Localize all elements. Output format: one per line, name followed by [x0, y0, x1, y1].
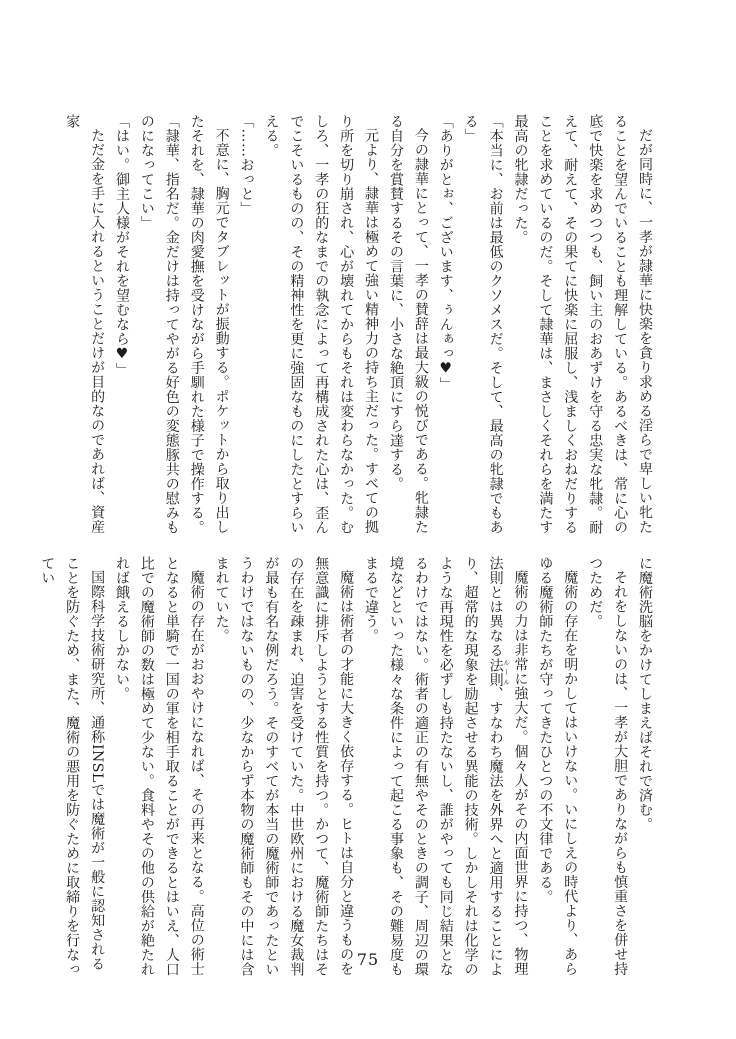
dialogue-line: 「はい。御主人様がそれを望むなら♥」	[113, 114, 130, 377]
paragraph: 魔術は術者の才能に大きく依存する。ヒトは自分と違うものを無意識に排斥しようとする性質を持つ。かつて、魔術師たちはその存在を疎まれ、迫害を受けていた。中世欧州における魔女裁判が最も有名な例だろう。そのすべてが本当の魔術師であったというわけではないものの、少なからず本物の魔術師もその中には含まれていた。	[213, 556, 355, 977]
paragraph: 元より、隷華は極めて強い精神力の持ち主だった。すべての拠り所を切り崩され、心が壊れてからもそれは変わらなかった。むしろ、一孝の狂的なまでの執念によって再構成された心は、歪んでこそいるものの、その精神性を更に強固なものにしたとすらいえる。	[263, 114, 380, 535]
dialogue-line: 「本当に、お前は最低のクソメスだ。そして、最高の牝隷でもある」	[462, 114, 504, 535]
paragraph: 国際科学技術研究所、通称INSLでは魔術が一般に認知されることを防ぐため、また、魔術の悪用を防ぐために取締りを行なってい	[39, 556, 106, 977]
paragraph: それをしないのは、一孝が大胆でありながらも慎重さを併せ持つためだ。	[587, 556, 629, 976]
paragraph: ただ金を手に入れるということだけが目的なのであれば、資産家	[64, 114, 106, 534]
paragraph: 魔術の存在を明かしてはいけない。いにしえの時代より、あらゆる魔術師たちが守ってきたひとつの不文律である。	[537, 556, 579, 976]
dialogue-line: 「隷華、指名だ。金だけは持ってやがる好色の変態豚共の慰みものになってこい」	[138, 114, 180, 535]
text-block-top	[59, 114, 657, 538]
dialogue-line: 「……おっと」	[238, 114, 255, 216]
ruby-post-text: 、すなわち魔法を外界へと適用することにより、超常的な現象を励起させる異能の技術。しかしそれは化学のような再現性を必ずしも持たないし、誰がやっても同じ結果となるわけではない。術者の適正の有無やそのときの調子、周辺の環境などといった様々な条件によって起こる事象も、その難易度もまるで違う。	[363, 556, 504, 977]
ruby-base: 法則	[487, 657, 504, 687]
paragraph: だが同時に、一孝が隷華に快楽を貪り求める淫らで卑しい牝たることを望んでいることも理解している。あるべきは、常に心の底で快楽を求めつつも、飼い主のおあずけを守る忠実な牝隷。耐えて、耐えて、その果てに快楽に屈服し、浅ましくおねだりすることを求めているのだ。そして隷華は、まさしくそれらを満たす最高の牝隷だった。	[512, 114, 653, 535]
paragraph: 不意に、胸元でタブレットが振動する。ポケットから取り出したそれを、隷華の肉愛撫を受けながら手馴れた様子で操作する。	[188, 114, 230, 535]
ruby-text: ルール	[502, 657, 511, 687]
ruby-pre-text: 魔術の力は非常に強大だ。個々人がその内面世界に持つ、物理法則とは異なる	[487, 556, 529, 976]
ruby-annotation	[487, 657, 511, 687]
page-number: 75	[356, 950, 380, 969]
paragraph-with-ruby	[358, 556, 532, 980]
paragraph: 魔術の存在がおおやけになれば、その再来となる。高位の術士となると単騎で一国の軍を相手取ることができるとはいえ、人口比での魔術師の数は極めて少ない。食料やその他の供給が絶たれれば餓えるしかない。	[113, 556, 205, 977]
continuation-paragraph: に魔術洗脳をかけてしまえばそれで済む。	[637, 556, 653, 832]
text-block-bottom	[34, 556, 657, 980]
dialogue-line: 「ありがとぉ、ございます、ぅんぁっ♥」	[437, 114, 454, 392]
paragraph: 今の隷華にとって、一孝の賛辞は最大級の悦びである。牝隷たる自分を賞賛するその言葉に、小さな絶頂にすら達する。	[387, 114, 429, 534]
